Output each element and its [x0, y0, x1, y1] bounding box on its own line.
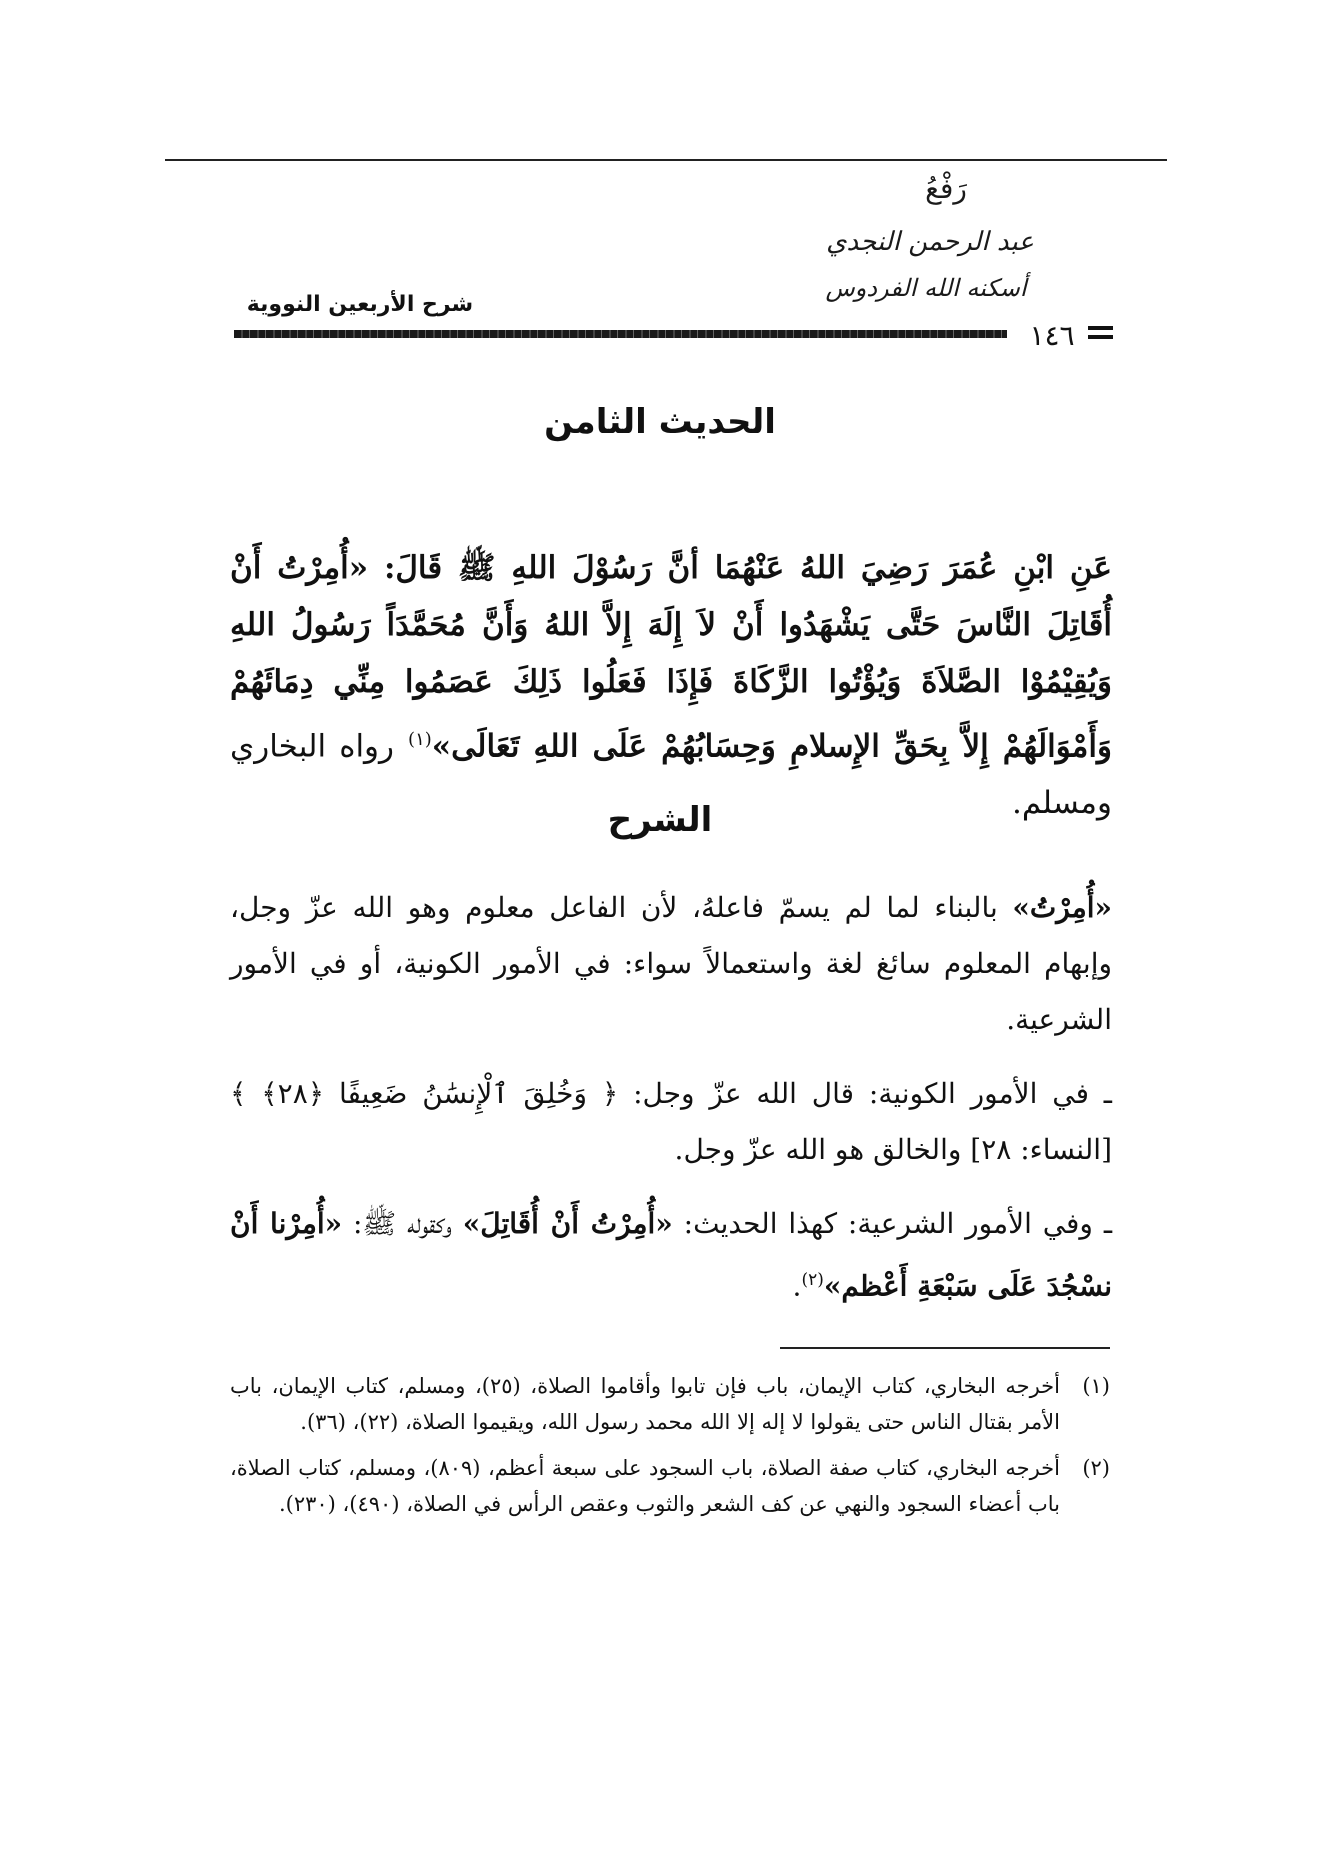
hadith-title: الحديث الثامن [544, 402, 776, 442]
handwritten-stamp [825, 168, 1034, 316]
commentary-footnote-ref[interactable]: (٢) [801, 1270, 824, 1290]
header-rule [234, 330, 1007, 338]
commentary-p3-text-a: ـ وفي الأمور الشرعية: كهذا الحديث: [683, 1207, 1113, 1240]
footnote-1-text: أخرجه البخاري، كتاب الإيمان، باب فإن تابوا وأقاموا الصلاة، (٢٥)، ومسلم، كتاب الإيمان، باب الأمر بقتال الناس حتى يقولوا لا إله إلا الله محمد رسول الله، ويقيموا الصلاة، (٢٢)، (٣٦). [230, 1374, 1060, 1434]
page-number: ١٤٦ [1029, 319, 1075, 352]
commentary-p1-keyword: «أُمِرْتُ» [1012, 891, 1113, 924]
hadith-text [230, 540, 1112, 832]
commentary-p3-text-b: وكقوله ﷺ: [352, 1207, 452, 1240]
footnote-1 [230, 1368, 1110, 1440]
footnotes [230, 1368, 1110, 1532]
commentary-paragraph-1 [230, 880, 1112, 1048]
commentary-paragraph-2: ـ في الأمور الكونية: قال الله عزّ وجل: ﴿ وَخُلِقَ ٱلْإِنسَٰنُ ضَعِيفًا ﴿٢٨﴾ ﴾ [النساء: ٢٨] والخالق هو الله عزّ وجل. [230, 1077, 1112, 1166]
footnote-rule [780, 1347, 1110, 1349]
commentary-body [230, 880, 1112, 1332]
stamp-line-3: أسكنه الله الفردوس [825, 274, 1027, 302]
page-number-bars [1088, 326, 1113, 344]
commentary-title: الشرح [607, 800, 713, 840]
commentary-p1-text: بالبناء لما لم يسمّ فاعلهُ، لأن الفاعل معلوم وهو الله عزّ وجل، وإبهام المعلوم سائغ لغة واستعمالاً سواء: في الأمور الكونية، أو في الأمور الشرعية. [230, 891, 1112, 1036]
hadith-footnote-ref[interactable]: (١) [408, 729, 432, 750]
footnote-2-number: (٢) [1082, 1456, 1110, 1480]
commentary-p3-keyword: «أُمِرْتُ أَنْ أُقَاتِلَ» [462, 1207, 673, 1240]
commentary-paragraph-3 [230, 1196, 1112, 1314]
stamp-line-2: عبد الرحمن النجدي [826, 227, 1034, 257]
hadith-attribution: رواه البخاري ومسلم. [230, 728, 1112, 822]
commentary-p3-quote: «أُمِرْنا أَنْ نسْجُدَ عَلَى سَبْعَةِ أَعْظم» [230, 1207, 1112, 1303]
commentary-p3-end: . [792, 1269, 802, 1303]
hadith-body: عَنِ ابْنِ عُمَرَ رَضِيَ اللهُ عَنْهُمَا أنَّ رَسُوْلَ اللهِ ﷺ قَالَ: «أُمِرْتُ أَنْ أُقَاتِلَ النَّاسَ حَتَّى يَشْهَدُوا أَنْ لاَ إِلَهَ إِلاَّ اللهُ وَأَنَّ مُحَمَّدَاً رَسُولُ اللهِ وَيُقِيْمُوْا الصَّلاَةَ وَيُؤْتُوا الزَّكَاةَ فَإِذَا فَعَلُوا ذَلِكَ عَصَمُوا مِنِّي دِمَائَهُمْ وَأَمْوَالَهُمْ إِلاَّ بِحَقِّ الإِسلامِ وَحِسَابُهُمْ عَلَى اللهِ تَعَالَى» [230, 550, 1112, 765]
top-rule [165, 159, 1167, 161]
stamp-line-1: رَفْعُ [925, 172, 967, 205]
footnote-1-number: (١) [1082, 1374, 1110, 1398]
footnote-2 [230, 1450, 1110, 1522]
footnote-2-text: أخرجه البخاري، كتاب صفة الصلاة، باب السجود على سبعة أعظم، (٨٠٩)، ومسلم، كتاب الصلاة، باب أعضاء السجود والنهي عن كف الشعر والثوب وعقص الرأس في الصلاة، (٤٩٠)، (٢٣٠). [230, 1456, 1060, 1516]
running-header-title: شرح الأربعين النووية [246, 292, 474, 317]
